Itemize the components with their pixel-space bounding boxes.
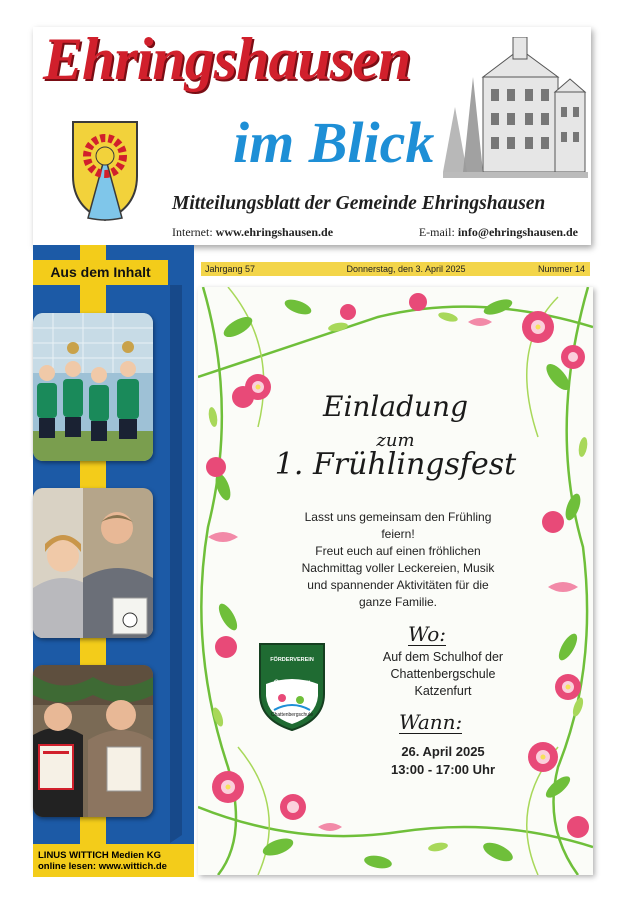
website-contact	[172, 225, 333, 240]
badge-school: Chattenbergschule	[271, 712, 313, 718]
invitation-heading: Einladung	[323, 390, 468, 423]
location-line: Katzenfurt	[414, 684, 472, 698]
when-label: Wann:	[399, 710, 463, 734]
invitation-connector: zum	[376, 430, 415, 451]
body-line: Freut euch auf einen fröhlichen	[315, 544, 481, 558]
sports-team-photo[interactable]	[33, 313, 153, 461]
body-line: feiern!	[381, 527, 415, 541]
contents-heading: Aus dem Inhalt	[33, 260, 168, 285]
email-label: E-mail:	[418, 225, 455, 239]
website-link[interactable]: www.ehringshausen.de	[215, 225, 334, 239]
award-men-image	[33, 665, 153, 817]
event-date: 26. April 2025	[401, 744, 485, 759]
event-title: 1. Frühlingsfest	[274, 447, 517, 482]
email-contact	[419, 225, 578, 240]
location-line: Auf dem Schulhof der	[382, 650, 504, 664]
body-line: Lasst uns gemeinsam den Frühling	[304, 510, 492, 524]
internet-label: Internet:	[172, 225, 213, 239]
masthead-subtitle: Mitteilungsblatt der Gemeinde Ehringshausen	[172, 193, 546, 214]
publisher-name: LINUS WITTICH Medien KG	[38, 850, 161, 861]
location-line: Chattenbergschule	[390, 667, 496, 681]
award-photo-men[interactable]	[33, 665, 153, 817]
spring-festival-poster	[198, 287, 593, 875]
email-link[interactable]: info@ehringshausen.de	[457, 225, 578, 239]
invitation-body	[288, 509, 508, 611]
event-location	[348, 649, 538, 700]
body-line: Nachmittag voller Leckereien, Musik	[301, 561, 495, 575]
sidebar-edge-shape	[170, 245, 194, 845]
issue-date: Donnerstag, den 3. April 2025	[346, 264, 466, 274]
sports-team-image	[33, 313, 153, 461]
publisher-info	[33, 844, 194, 877]
issue-info-bar	[201, 262, 590, 276]
body-line: ganze Familie.	[358, 595, 438, 609]
badge-slogan-line: Gemeinsam	[273, 679, 311, 686]
award-couple-image	[33, 488, 153, 638]
issue-volume: Jahrgang 57	[205, 264, 256, 274]
masthead-title-line2: im Blick	[233, 110, 435, 175]
award-photo-couple[interactable]	[33, 488, 153, 638]
event-time: 13:00 - 17:00 Uhr	[390, 762, 496, 777]
publisher-online-link[interactable]: online lesen: www.wittich.de	[38, 861, 167, 872]
masthead-title: Ehringshausen	[43, 26, 411, 92]
town-hall-sketch-icon	[443, 37, 588, 187]
masthead	[33, 27, 591, 245]
where-label: Wo:	[408, 622, 446, 646]
badge-slogan	[268, 679, 316, 693]
badge-heading: FÖRDERVEREIN	[270, 657, 314, 663]
body-line: und spannender Aktivitäten für die	[307, 578, 489, 592]
badge-slogan-line: sind wir stark	[271, 686, 313, 693]
issue-number: Nummer 14	[537, 264, 585, 274]
municipal-crest-icon	[70, 116, 140, 222]
